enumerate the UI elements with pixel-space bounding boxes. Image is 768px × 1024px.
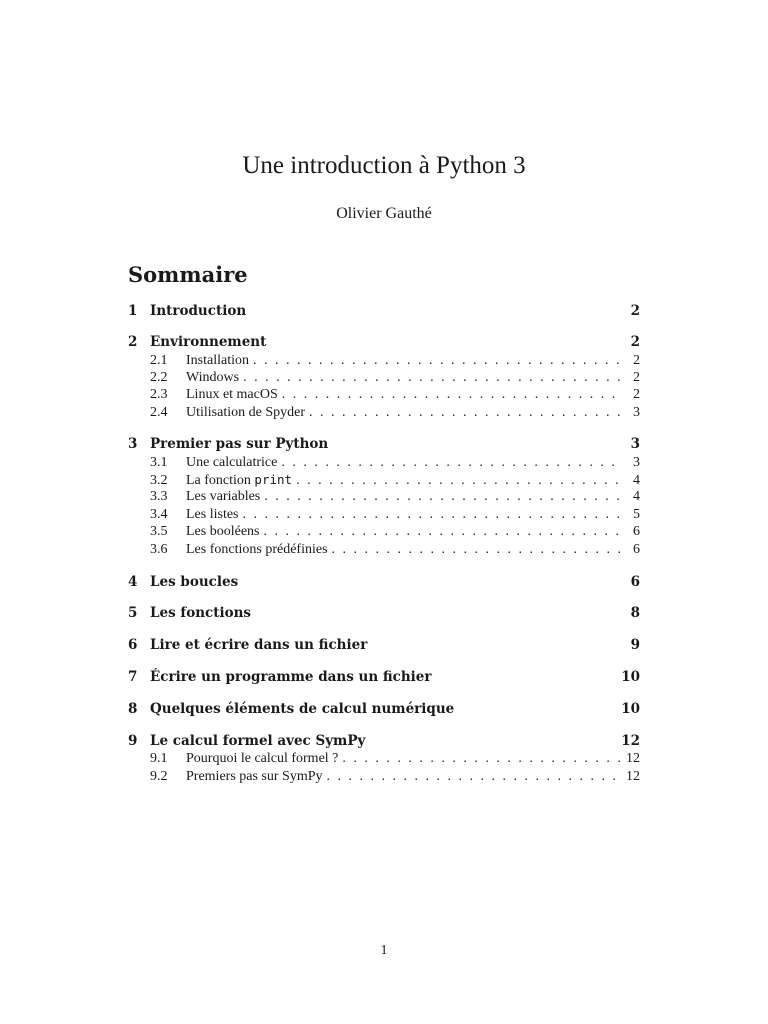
- dot-leader: [281, 454, 622, 471]
- toc-section-number: 3: [128, 436, 138, 452]
- toc-subsection-2-1[interactable]: [128, 352, 640, 369]
- dot-leader: [243, 369, 622, 386]
- toc-subsection-3-3[interactable]: [128, 488, 640, 505]
- toc-subsection-label: Premiers pas sur SymPy: [186, 769, 323, 784]
- toc-subsection-label-text: La fonction: [186, 473, 255, 488]
- toc-subsection-number: 3.5: [150, 524, 168, 539]
- toc-subsection-label: Les listes: [186, 507, 239, 522]
- toc-subsection-9-2[interactable]: [128, 768, 640, 785]
- toc-subsection-page: 5: [633, 507, 640, 522]
- dot-leader: [296, 472, 622, 489]
- toc-subsection-number: 3.4: [150, 507, 168, 522]
- toc-subsection-number: 3.3: [150, 489, 168, 504]
- toc-section-8[interactable]: [128, 700, 640, 718]
- toc-section-9[interactable]: [128, 732, 640, 750]
- toc-section-page: 2: [630, 303, 640, 319]
- toc-section-number: 7: [128, 669, 138, 685]
- toc-subsection-label: [186, 471, 292, 489]
- toc-subsection-label: Les variables: [186, 489, 261, 504]
- toc-section-page: 6: [630, 574, 640, 590]
- toc-section-number: 8: [128, 701, 138, 717]
- toc-subsection-label: Installation: [186, 353, 249, 368]
- toc-subsection-page: 2: [633, 353, 640, 368]
- toc-subsection-page: 2: [633, 387, 640, 402]
- toc-subsection-page: 2: [633, 370, 640, 385]
- toc-section-6[interactable]: [128, 636, 640, 654]
- toc-section-label: Écrire un programme dans un fichier: [150, 669, 432, 685]
- toc-section-3[interactable]: [128, 435, 640, 453]
- toc-section-page: 10: [621, 669, 640, 685]
- dot-leader: [243, 506, 623, 523]
- toc-subsection-page: 6: [633, 542, 640, 557]
- toc-subsection-number: 2.3: [150, 387, 168, 402]
- toc-section-label: Les fonctions: [150, 605, 252, 621]
- toc-subsection-page: 12: [626, 769, 640, 784]
- toc-section-label: Quelques éléments de calcul numérique: [150, 701, 455, 717]
- toc-subsection-page: 6: [633, 524, 640, 539]
- toc-heading: Sommaire: [128, 262, 248, 287]
- toc-subsection-label: Les fonctions prédéfinies: [186, 542, 328, 557]
- toc-subsection-3-2[interactable]: [128, 471, 640, 488]
- toc-subsection-page: 12: [626, 751, 640, 766]
- toc-section-label: Lire et écrire dans un fichier: [150, 637, 368, 653]
- toc-section-page: 12: [621, 733, 640, 749]
- document-author: Olivier Gauthé: [336, 205, 432, 222]
- toc-section-page: 9: [630, 637, 640, 653]
- toc-section-label: Le calcul formel avec SymPy: [150, 733, 366, 749]
- dot-leader: [282, 386, 622, 403]
- toc-section-number: 5: [128, 605, 138, 621]
- toc-subsection-number: 3.2: [150, 473, 168, 488]
- toc-section-label: Introduction: [150, 303, 247, 319]
- toc-subsection-page: 4: [633, 473, 640, 488]
- toc-subsection-page: 3: [633, 405, 640, 420]
- toc-subsection-label: Pourquoi le calcul formel ?: [186, 751, 339, 766]
- toc-section-2[interactable]: [128, 333, 640, 351]
- code-keyword-print: print: [254, 472, 293, 487]
- toc-subsection-label: Utilisation de Spyder: [186, 405, 305, 420]
- toc-section-number: 4: [128, 574, 138, 590]
- toc-section-label: Environnement: [150, 334, 267, 350]
- toc-subsection-3-6[interactable]: [128, 541, 640, 558]
- toc-subsection-2-2[interactable]: [128, 369, 640, 386]
- toc-subsection-label: Une calculatrice: [186, 455, 278, 470]
- toc-section-4[interactable]: [128, 573, 640, 591]
- toc-subsection-9-1[interactable]: [128, 750, 640, 767]
- toc-section-page: 2: [630, 334, 640, 350]
- toc-section-label: Les boucles: [150, 574, 239, 590]
- toc-section-page: 8: [630, 605, 640, 621]
- toc-subsection-page: 3: [633, 455, 640, 470]
- toc-subsection-3-4[interactable]: [128, 506, 640, 523]
- toc-section-label: Premier pas sur Python: [150, 436, 329, 452]
- dot-leader: [253, 352, 622, 369]
- toc-subsection-3-1[interactable]: [128, 454, 640, 471]
- toc-subsection-3-5[interactable]: [128, 523, 640, 540]
- page-number: 1: [380, 943, 388, 958]
- toc-section-7[interactable]: [128, 668, 640, 686]
- toc-section-number: 9: [128, 733, 138, 749]
- toc-section-page: 10: [621, 701, 640, 717]
- toc-subsection-label: Les booléens: [186, 524, 260, 539]
- toc-section-5[interactable]: [128, 604, 640, 622]
- toc-subsection-number: 2.4: [150, 405, 168, 420]
- dot-leader: [342, 750, 622, 767]
- dot-leader: [263, 523, 622, 540]
- toc-section-number: 2: [128, 334, 138, 350]
- toc-subsection-label: Windows: [186, 370, 240, 385]
- toc-subsection-label: Linux et macOS: [186, 387, 278, 402]
- toc-section-number: 1: [128, 303, 138, 319]
- dot-leader: [264, 488, 622, 505]
- toc-subsection-number: 9.2: [150, 769, 168, 784]
- toc-subsection-number: 3.1: [150, 455, 168, 470]
- toc-section-number: 6: [128, 637, 138, 653]
- toc-subsection-2-3[interactable]: [128, 386, 640, 403]
- toc-section-page: 3: [630, 436, 640, 452]
- toc-subsection-number: 2.2: [150, 370, 168, 385]
- document-title: Une introduction à Python 3: [242, 152, 526, 179]
- toc-subsection-page: 4: [633, 489, 640, 504]
- toc-subsection-number: 3.6: [150, 542, 168, 557]
- toc-subsection-number: 2.1: [150, 353, 168, 368]
- dot-leader: [309, 404, 622, 421]
- toc-section-1[interactable]: [128, 302, 640, 320]
- dot-leader: [332, 541, 622, 558]
- dot-leader: [327, 768, 623, 785]
- toc-subsection-2-4[interactable]: [128, 404, 640, 421]
- toc-subsection-number: 9.1: [150, 751, 168, 766]
